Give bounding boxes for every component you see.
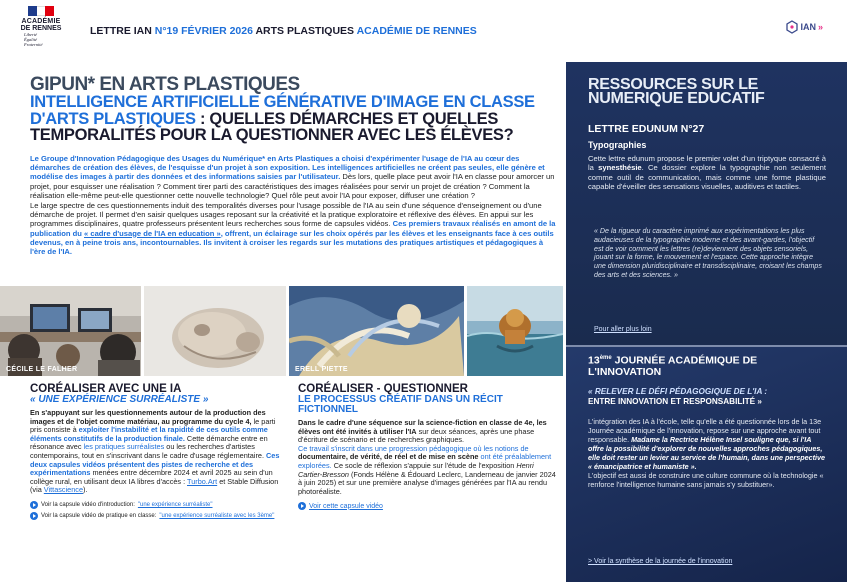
photo-surreal	[289, 286, 464, 376]
play-icon	[30, 512, 38, 520]
synthese-journee-link[interactable]: > Voir la synthèse de la journée de l'innovation	[588, 558, 733, 565]
shell-sculpture-image	[144, 286, 286, 376]
s1-text-3: ou les recherches d'artistes contemporains, tout en s'inscrivant dans le cadre d'usage réglementaire.	[30, 442, 267, 460]
ian-badge-text: IAN	[800, 22, 816, 32]
logo-line1: ACADÉMIE	[21, 18, 61, 25]
logo-motto-3: Fraternité	[24, 42, 43, 47]
section2-subtitle: LE PROCESSUS CRÉATIF DANS UN RÉCIT FICTIONNEL	[298, 394, 503, 415]
newsletter-title	[90, 25, 477, 37]
intro-p2-text: Le large spectre de ces questionnements induit des temporalités diverses pour l'usage possible de l'IA au sein d'une séquence d'enseignement ou d'une démarche de projet. Il permet d'en saisir quelques usages reposant sur la créativité et la pratique exploratoire et réflexive des élèves. En appui sur les programmes disciplinaires, quatre professeurs présentent leurs recherches sous forme de capsules vidéos.	[30, 201, 542, 229]
video-link-classe[interactable]	[30, 512, 285, 520]
photo-caption-3: ERELL PIETTE	[295, 366, 348, 373]
article-headline	[30, 94, 560, 144]
s1-highlight-2: les pratiques surréalistes	[83, 442, 165, 452]
section-coraliser-ia	[30, 384, 285, 520]
edunum-text-1: Cette lettre edunum propose le premier volet d'un triptyque consacré à la	[588, 154, 826, 173]
title-academy: ACADÉMIE DE RENNES	[356, 25, 477, 37]
video3-link[interactable]: Voir cette capsule vidéo	[309, 502, 383, 510]
ian-badge-chevrons: »	[817, 22, 823, 32]
s2-text-1: sur deux séances, après une phase d'écriture de scénario et de recherches graphiques.	[298, 426, 535, 445]
s1-bold: En s'appuyant sur les questionnements autour de la production des images et de l'objet comme matériau, au programme du cycle 4,	[30, 408, 266, 426]
s2-italic: Henri Cartier-Bresson	[298, 460, 534, 479]
intro-p1-highlight: Le Groupe d'Innovation Pédagogique des Usages du Numérique* en Arts Plastiques a choisi d'expérimenter l'usage de l'IA au cœur des démarches de création des élèves, de l'esquisse d'un projet à son exposition. Les intelligences artificielles ne créent pas seules, elle génère et modélise des images à partir des données et des informations saisies par l'utilisateur.	[30, 154, 545, 182]
article-kicker: GIPUN* EN ARTS PLASTIQUES	[30, 74, 300, 95]
main-article	[0, 62, 563, 582]
journee-text	[588, 417, 828, 489]
logo-motto-2: Égalité	[24, 37, 37, 42]
sidebar	[566, 62, 847, 582]
journee-text-1: L'intégration des IA à l'école, telle qu'elle a été questionnée lors de la 13e Journée académique de l'innovation, repose sur une approche avant tout responsable.	[588, 417, 822, 444]
journee-title	[588, 353, 828, 378]
s1-text-6: ).	[83, 485, 88, 495]
sidebar-title-line1: RESSOURCES SUR LE	[588, 76, 759, 93]
journee-sub-rest: ENTRE INNOVATION ET RESPONSABILITÉ »	[588, 397, 762, 406]
sidebar-resources	[566, 62, 847, 345]
s1-text-2: Cette démarche entre en résonance avec	[30, 433, 268, 452]
photo-caption-1: CÉCILE LE FALHER	[6, 366, 78, 373]
surreal-artwork-image	[289, 286, 464, 376]
intro-paragraph-2	[30, 201, 558, 256]
intro-p2-end: , offrent, un éclairage sur les choix opérés par les élèves et les enseignants face à ces outils devenus, en à peine trois ans, incontournables. Ils invitent à croiser les regards sur les mutations des pratiques artistiques et pédagogiques à l'ère de l'IA.	[30, 228, 554, 257]
video2-prefix: Voir la capsule vidéo de pratique en classe:	[41, 512, 157, 519]
ian-logo-icon	[786, 20, 798, 34]
s1-highlight-3: Ces deux capsules vidéos présentent des pistes de recherche et des expérimentations	[30, 450, 280, 478]
section1-title: CORÉALISER AVEC UNE IA	[30, 383, 182, 395]
journee-num: 13	[588, 354, 600, 367]
sidebar-journee	[566, 347, 847, 582]
video-link-intro[interactable]	[30, 501, 285, 509]
intro-paragraph-1	[30, 154, 558, 200]
title-prefix: LETTRE IAN	[90, 25, 152, 37]
edunum-text-bold: synesthésie	[598, 163, 642, 173]
edunum-text-2: . Ce dossier explore la typographie non seulement comme outil de communication, mais comme une forme plastique capable d'éveiller des sensations visuelles, auditives et tactiles.	[588, 163, 826, 192]
edunum-heading: LETTRE EDUNUM N°27	[588, 123, 705, 135]
edunum-text	[588, 154, 826, 192]
s2-text-2: Ce socle de réflexion s'appuie sur l'étude de l'exposition	[331, 460, 517, 470]
video1-link[interactable]: "une expérience surréaliste"	[137, 501, 213, 508]
photo-strip	[0, 286, 563, 376]
section-coraliser-questionner	[298, 384, 558, 510]
journee-text-2: L'objectif est aussi de construire une culture commune où la technologie « renforce l'intelligence humaine sans jamais s'y substituer».	[588, 471, 824, 489]
photo-shell	[144, 286, 286, 376]
s2-bold-2: documentaire, de vérité, de réel et de mise en scène	[298, 452, 479, 462]
headline-dark: : QUELLES DÉMARCHES ET QUELLES TEMPORALITÉS POUR LA QUESTIONNER AVEC LES ÉLÈVES?	[30, 109, 514, 144]
section2-body	[298, 419, 558, 496]
s1-text-4: menées entre décembre 2024 et avril 2025 au sein d'un collège rural, en utilisant deux IA libres d'accès :	[30, 468, 273, 486]
intro-p1-text: Dès lors, quelle place peut avoir l'IA en classe pour amorcer un projet, pour esquisser une réalisation ? Comment tirer parti des caractéristiques des images réalisées pour servir un projet de création ? Comment la réalisation elle-même peut-elle questionner cette nouvelle technologie? Quel rôle peut avoir l'IA pour exposer, diffuser une création ?	[30, 172, 555, 200]
video2-link[interactable]: "une expérience surréaliste avec les 3ème"	[159, 512, 275, 519]
article-intro	[30, 154, 558, 257]
sidebar-title-line2: NUMERIQUE EDUCATIF	[588, 90, 765, 107]
lion-artwork-image	[467, 286, 563, 376]
journee-sub-italic: « RELEVER LE DÉFI PÉDAGOGIQUE DE L'IA :	[588, 387, 768, 396]
journee-subtitle	[588, 387, 828, 407]
logo-motto-1: Liberté	[24, 32, 37, 37]
play-icon	[30, 501, 38, 509]
edunum-quote: « De la rigueur du caractère imprimé aux expérimentations les plus audacieuses de la typographie moderne et des avant-gardes, l'objectif est de voir comment les lettres (re)deviennent des objets sensoriels, jouant sur la forme, le mouvement et l'espace. Cette approche intègre une dimension pluridisciplinaire et transdisciplinaire, croisant les champs des arts et des sciences. »	[594, 227, 822, 279]
logo-line2: DE RENNES	[20, 25, 62, 32]
edunum-topic: Typographies	[588, 140, 647, 150]
s2-highlight-1: Ce travail s'inscrit dans une progression pédagogique où les notions de	[298, 443, 529, 453]
s2-text-3: (Fonds Hélène & Édouard Leclerc, Landerneau de janvier 2024 à juin 2025) et sur une première analyse d'images générées par l'IA au rendu photoréaliste.	[298, 469, 556, 496]
section2-title: CORÉALISER - QUESTIONNER	[298, 383, 468, 395]
journee-title-text: JOURNÉE ACADÉMIQUE DE L'INNOVATION	[588, 354, 758, 378]
intro-p2-highlight: Ces premiers travaux réalisés en amont de la publication du	[30, 219, 556, 238]
classroom-image	[0, 286, 141, 376]
photo-classroom	[0, 286, 141, 376]
s2-highlight-2: ont été préalablement explorées.	[298, 452, 552, 470]
cadre-usage-ia-link[interactable]: « cadre d'usage de l'IA en education »	[84, 228, 221, 238]
video1-prefix: Voir la capsule vidéo d'introduction:	[41, 501, 135, 508]
section1-subtitle: « UNE EXPÉRIENCE SURRÉALISTE »	[30, 394, 209, 405]
french-flag-icon	[28, 6, 54, 16]
play-icon	[298, 502, 306, 510]
s1-highlight-1: exploiter l'instabilité et la rapidité de ces outils comme éléments constitutifs de la production finale.	[30, 425, 268, 443]
s2-bold: Dans le cadre d'une séquence sur la science-fiction en classe de 4e, les élèves ont été invités à utiliser l'IA	[298, 418, 547, 436]
header	[0, 0, 847, 62]
title-number: N°19 FÉVRIER 2026	[154, 25, 253, 37]
s1-text-5: et Stable Diffusion (via	[30, 476, 279, 495]
section1-body	[30, 409, 285, 495]
headline-blue: INTELLIGENCE ARTIFICIELLE GÉNÉRATIVE D'IMAGE EN CLASSE D'ARTS PLASTIQUES	[30, 93, 535, 128]
video-link-capsule[interactable]	[298, 502, 558, 510]
photo-lion	[467, 286, 563, 376]
s1-text-1: le parti pris consiste à	[30, 416, 276, 435]
ian-badge	[786, 20, 823, 34]
journee-text-bold: Madame la Rectrice Hélène Insel souligne que, si l'IA offre la possibilité d'explorer de nouvelles approches pédagogiques, elle doit rester un levier au service de l'humain, dans une perspective « émancipatrice et humaniste ».	[588, 435, 825, 471]
title-subject: ARTS PLASTIQUES	[255, 25, 355, 37]
vittascience-link[interactable]: Vittascience	[43, 485, 84, 495]
pour-aller-plus-loin-link[interactable]: Pour aller plus loin	[594, 326, 652, 333]
sidebar-title	[588, 78, 765, 106]
journee-sup: ème	[599, 355, 612, 361]
academie-logo	[10, 6, 72, 58]
turbo-art-link[interactable]: Turbo.Art	[187, 476, 218, 486]
